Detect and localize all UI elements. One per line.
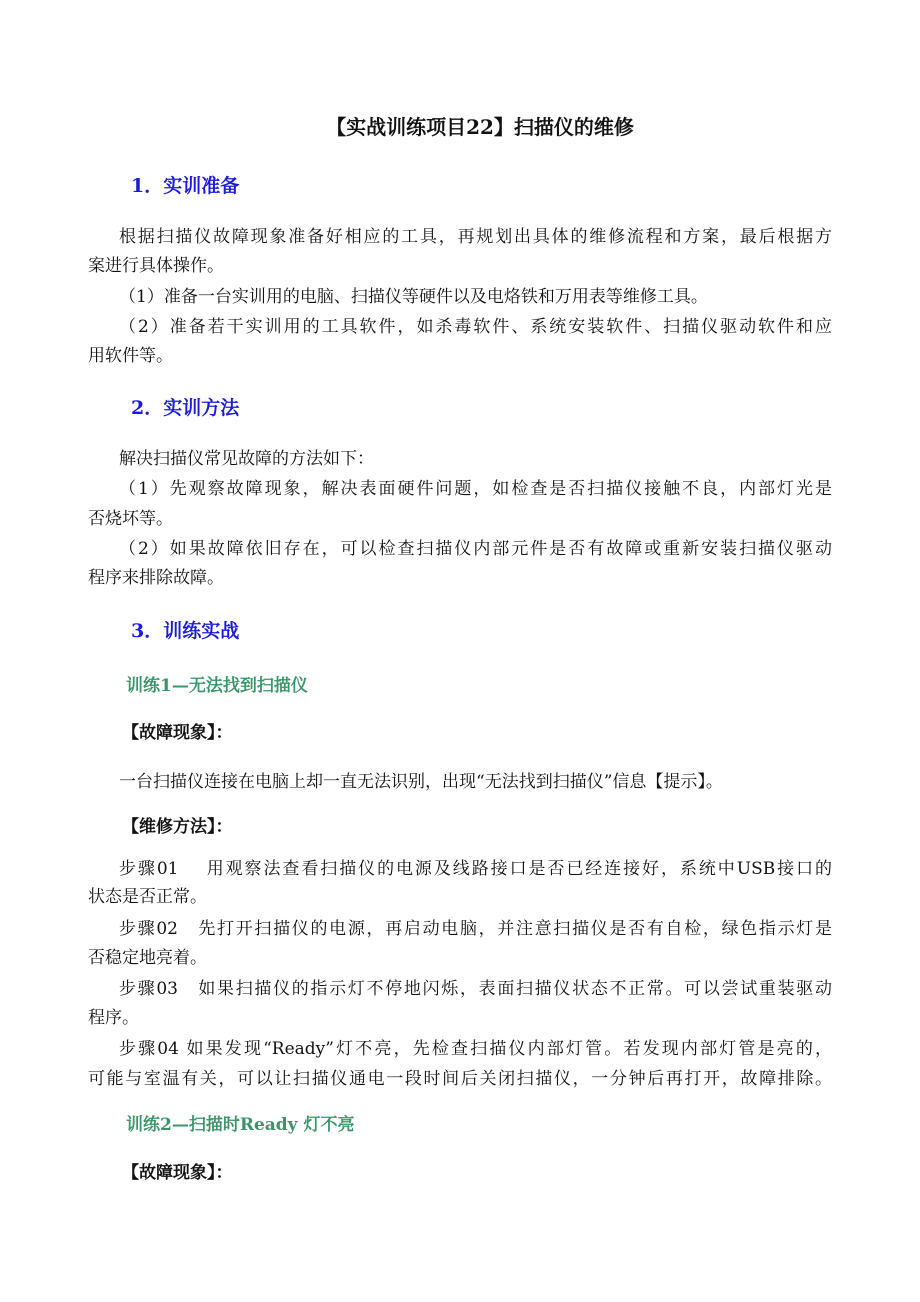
paragraph-line: （1）准备一台实训用的电脑、扫描仪等硬件以及电烙铁和万用表等维修工具。 (119, 287, 708, 307)
step-line: 步骤04 如果发现“Ready”灯不亮，先检查扫描仪内部灯管。若发现内部灯管是亮的， (119, 1039, 832, 1059)
paragraph-line: （2）准备若干实训用的工具软件，如杀毒软件、系统安装软件、扫描仪驱动软件和应 (119, 317, 832, 337)
step-line: 可能与室温有关，可以让扫描仪通电一段时间后关闭扫描仪，一分钟后再打开，故障排除。 (88, 1069, 832, 1089)
step-line: 状态是否正常。 (88, 887, 207, 907)
step-line: 步骤02 先打开扫描仪的电源，再启动电脑，并注意扫描仪是否有自检，绿色指示灯是 (119, 919, 832, 939)
symptom-label: 【故障现象】： (122, 1163, 233, 1183)
section-heading: 3．训练实战 (131, 620, 240, 642)
step-line: 步骤03 如果扫描仪的指示灯不停地闪烁，表面扫描仪状态不正常。可以尝试重装驱动 (119, 979, 832, 999)
paragraph-line: 用软件等。 (88, 346, 173, 366)
step-line: 步骤01 用观察法查看扫描仪的电源及线路接口是否已经连接好，系统中USB接口的 (119, 859, 832, 879)
paragraph-line: （1）先观察故障现象，解决表面硬件问题，如检查是否扫描仪接触不良，内部灯光是 (119, 479, 832, 499)
paragraph-line: 解决扫描仪常见故障的方法如下： (119, 449, 374, 469)
paragraph-line: 一台扫描仪连接在电脑上却一直无法识别，出现“无法找到扫描仪”信息【提示】。 (119, 772, 723, 792)
training-title: 训练1—无法找到扫描仪 (126, 676, 308, 696)
method-label: 【维修方法】： (122, 817, 233, 837)
paragraph-line: 否烧坏等。 (88, 509, 173, 529)
training-title: 训练2—扫描时Ready 灯不亮 (126, 1115, 355, 1135)
section-heading: 2．实训方法 (131, 397, 240, 419)
step-line: 程序。 (88, 1008, 139, 1028)
paragraph-line: 程序来排除故障。 (88, 568, 224, 588)
paragraph-line: 根据扫描仪故障现象准备好相应的工具，再规划出具体的维修流程和方案，最后根据方 (119, 227, 832, 247)
section-heading: 1．实训准备 (131, 175, 240, 197)
symptom-label: 【故障现象】： (122, 723, 233, 743)
step-line: 否稳定地亮着。 (88, 948, 207, 968)
page-title: 【实战训练项目22】扫描仪的维修 (326, 115, 634, 139)
paragraph-line: （2）如果故障依旧存在，可以检查扫描仪内部元件是否有故障或重新安装扫描仪驱动 (119, 539, 832, 559)
paragraph-line: 案进行具体操作。 (88, 256, 224, 276)
